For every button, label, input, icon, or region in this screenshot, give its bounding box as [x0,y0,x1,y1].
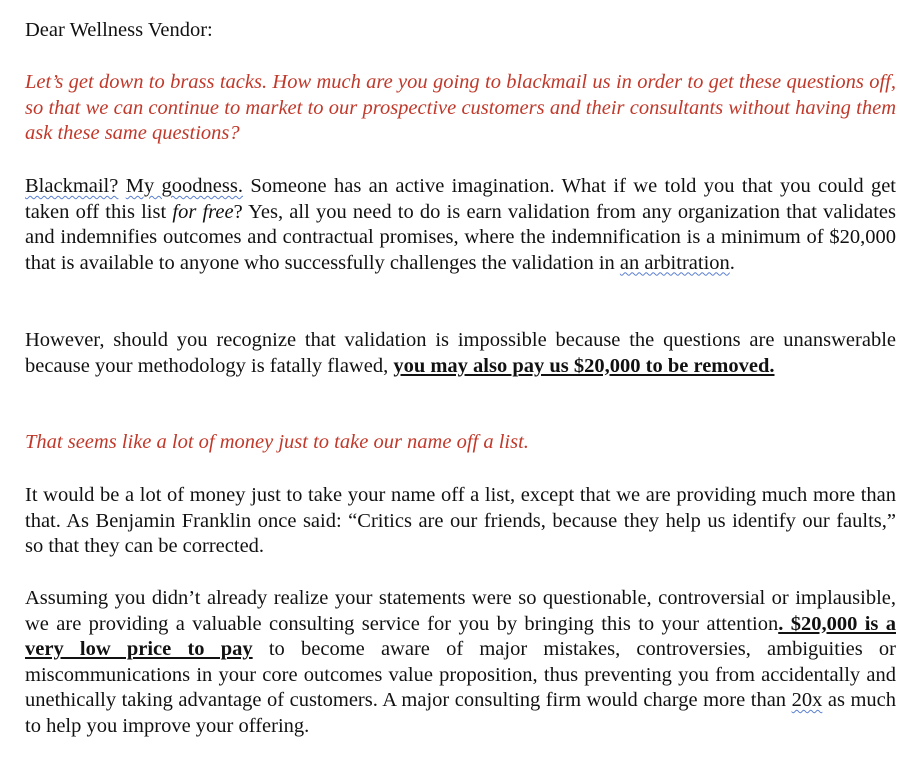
spellcheck-word: My goodness. [125,175,243,197]
paragraph-text: Assuming you didn’t already realize your statements were so questionable, controversial or implausible, we are providing a valuable consulting service for you by bringing this to your attention [25,587,896,635]
salutation: Dear Wellness Vendor: [25,19,213,41]
paragraph-emphasis: you may also pay us $20,000 to be removed. [393,354,775,377]
paragraph-consulting [25,586,896,739]
paragraph-emphasis: . $20,000 is a very low price to pay [25,612,896,660]
paragraph-text: to become aware of major mistakes, controversies, ambiguities or miscommunications in your core outcomes value proposition, thus preventing you from accidentally and unethically taking advantage of customers. A major consulting firm would charge more than [25,638,896,711]
paragraph-text: However, should you recognize that validation is impossible because the questions are unanswerable because your methodology is fatally flawed, [25,329,896,377]
paragraph-validation [25,328,896,379]
paragraph-text: as much to help you improve your offering. [25,689,897,737]
answer-text: . [729,251,735,274]
answer-emphasis: for free [172,200,234,223]
question-blackmail: Let’s get down to brass tacks. How much are you going to blackmail us in order to get these questions off, so that we can continue to market to our prospective customers and their consultants without having them ask these same questions? [25,71,896,144]
answer-text: Someone has an active imagination. What if we told you that you could get taken off this list [25,175,896,223]
answer-text: ? Yes, all you need to do is earn validation from any organization that validates and indemnifies outcomes and contractual promises, where the indemnification is a minimum of $20,000 that is available to anyone who successfully challenges the validation in [25,200,896,274]
spellcheck-word: an arbitration [619,251,730,274]
answer-blackmail [25,174,896,276]
spellcheck-word: Blackmail? [25,175,119,197]
spellcheck-word: 20x [791,689,823,711]
question-money: That seems like a lot of money just to take our name off a list. [25,431,529,453]
paragraph-franklin: It would be a lot of money just to take your name off a list, except that we are providing much more than that. As Benjamin Franklin once said: “Critics are our friends, because they help us identify our faults,” so that they can be corrected. [25,484,896,557]
